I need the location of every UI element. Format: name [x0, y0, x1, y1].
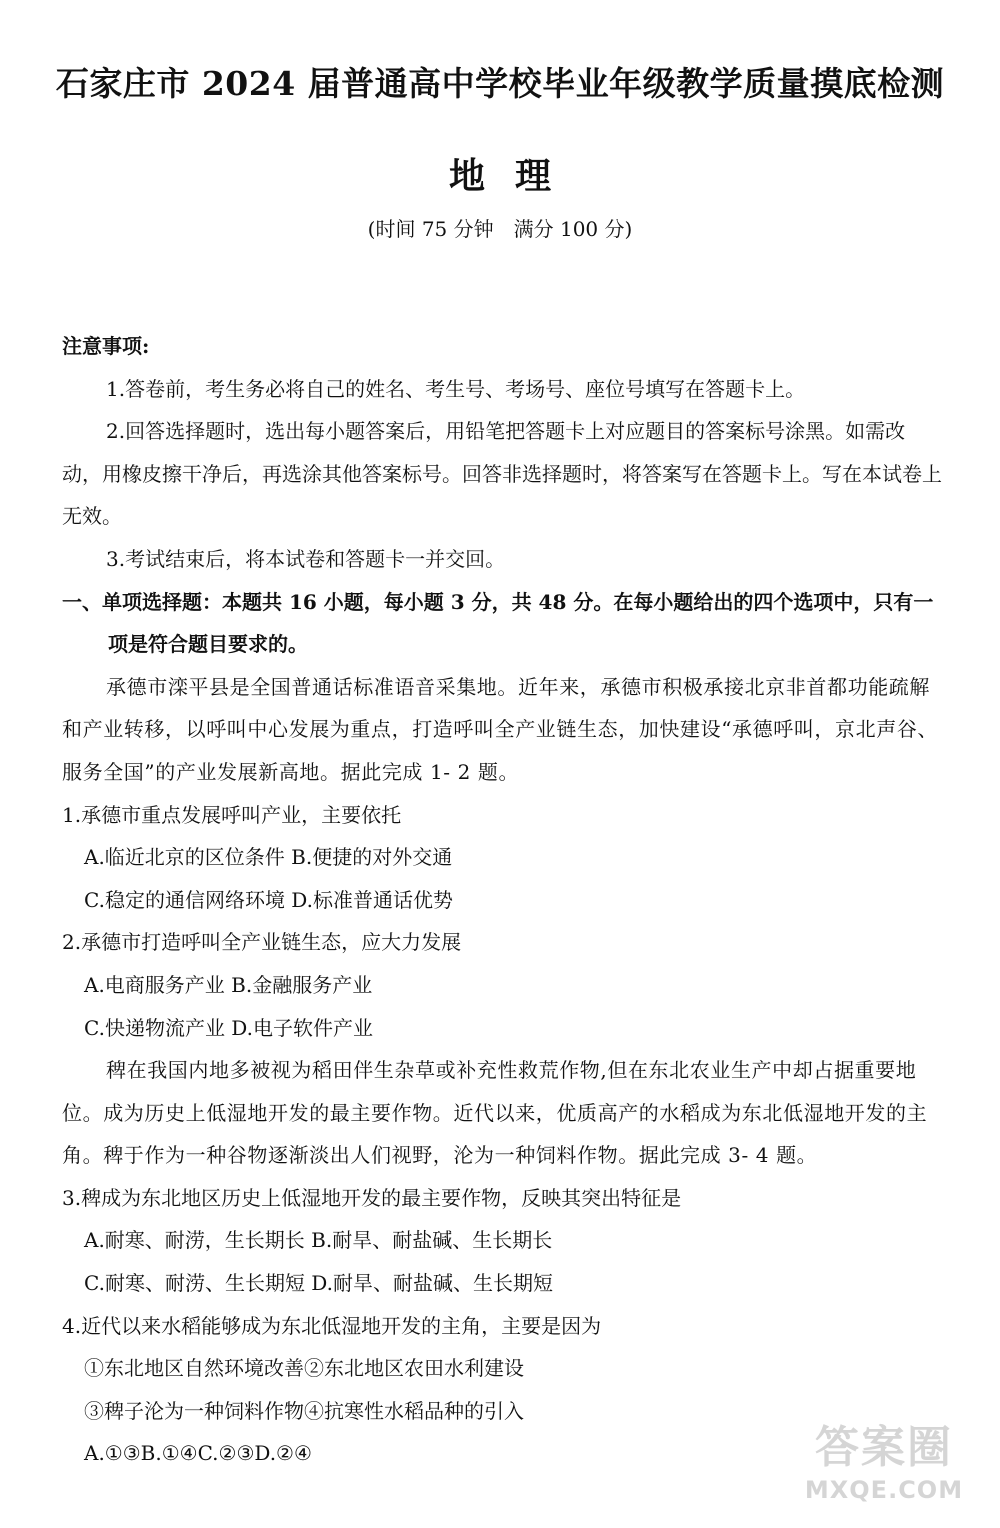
material-paragraph-2: 稗在我国内地多被视为稻田伴生杂草或补充性救荒作物,但在东北农业生产中却占据重要地位。成为历史上低湿地开发的最主要作物。近代以来，优质高产的水稻成为东北低湿地开发的主角。稗于作为一种谷物逐渐淡出人们视野，沦为一种饲料作物。据此完成 3- 4 题。 [62, 1058, 928, 1168]
material-paragraph-1: 承德市滦平县是全国普通话标准语音采集地。近年来，承德市积极承接北京非首都功能疏解和产业转移，以呼叫中心发展为重点，打造呼叫全产业链生态，加快建设“承德呼叫，京北声谷、服务全国”的产业发展新高地。据此完成 1- 2 题。 [62, 674, 939, 784]
question-1-options-ab: A.临近北京的区位条件 B.便捷的对外交通 [84, 845, 453, 870]
watermark [794, 1420, 974, 1520]
question-3-stem: 3.稗成为东北地区历史上低湿地开发的最主要作物，反映其突出特征是 [62, 1185, 682, 1210]
watermark-logo: 答案圈 [815, 1422, 953, 1473]
question-2-options-cd: C.快递物流产业 D.电子软件产业 [84, 1015, 373, 1040]
question-1-stem: 1.承德市重点发展呼叫产业，主要依托 [62, 802, 402, 827]
question-2-stem: 2.承德市打造呼叫全产业链生态，应大力发展 [62, 930, 462, 955]
question-4-statements-12: ①东北地区自然环境改善②东北地区农田水利建设 [84, 1356, 524, 1381]
section-heading: 一、单项选择题：本题共 16 小题，每小题 3 分，共 48 分。在每小题给出的四个选项中，只有一项是符合题目要求的。 [62, 589, 934, 657]
exam-duration-score: (时间 75 分钟 满分 100 分) [367, 217, 633, 241]
notes-item-3: 3.考试结束后，将本试卷和答题卡一并交回。 [106, 546, 506, 571]
question-4-stem: 4.近代以来水稻能够成为东北低湿地开发的主角，主要是因为 [62, 1313, 602, 1338]
exam-content [62, 325, 942, 1475]
notes-item-1: 1.答卷前，考生务必将自己的姓名、考生号、考场号、座位号填写在答题卡上。 [106, 376, 806, 401]
question-4-options: A.①③B.①④C.②③D.②④ [84, 1441, 312, 1466]
question-4-statements-34: ③稗子沦为一种饲料作物④抗寒性水稻品种的引入 [84, 1398, 524, 1423]
notes-item-2: 2.回答选择题时，选出每小题答案后，用铅笔把答题卡上对应题目的答案标号涂黑。如需改动，用橡皮擦干净后，再选涂其他答案标号。回答非选择题时，将答案写在答题卡上。写在本试卷上无效。 [62, 419, 942, 529]
watermark-url: MXQE.COM [804, 1476, 964, 1504]
exam-title: 石家庄市 2024 届普通高中学校毕业年级教学质量摸底检测 [55, 64, 945, 103]
notes-heading: 注意事项: [62, 334, 150, 358]
subject-title: 地理 [448, 155, 581, 197]
question-2-options-ab: A.电商服务产业 B.金融服务产业 [84, 972, 373, 997]
question-3-options-cd: C.耐寒、耐涝、生长期短 D.耐旱、耐盐碱、生长期短 [84, 1271, 553, 1296]
question-1-options-cd: C.稳定的通信网络环境 D.标准普通话优势 [84, 887, 453, 912]
question-3-options-ab: A.耐寒、耐涝，生长期长 B.耐旱、耐盐碱、生长期长 [84, 1228, 553, 1253]
